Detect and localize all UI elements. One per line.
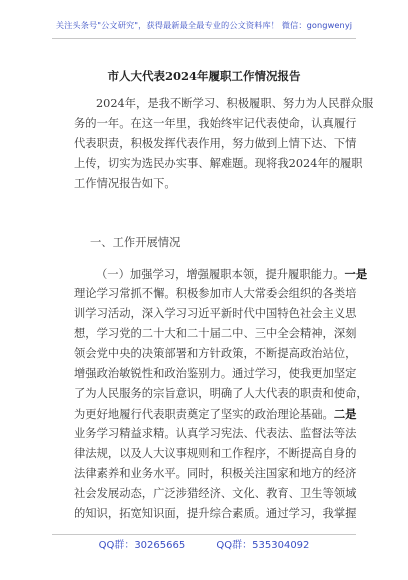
footer-qq-group-1: QQ群：30265665 [98,540,186,551]
footer-divider [52,534,356,535]
paragraph-line: 想，学习党的二十大和二十届二中、三中全会精神，深刻 [74,327,357,340]
intro-line: 上传，切实为选民办实事、解难题。现将我2024年的履职 [74,157,363,170]
paragraph-line [74,264,368,284]
intro-line: 务的一年。在这一年里，我始终牢记代表使命，认真履行 [74,117,357,130]
intro-line: 2024年，是我不断学习、积极履职、努力为人民群众服 [96,97,374,110]
paragraph-line: 的知识，拓宽知识面，提升综合素质。通过学习，我掌握 [74,507,357,520]
footer-qq-group-2: QQ群：535304092 [216,540,310,551]
paragraph-line: 理论学习常抓不懈。积极参加市人大常委会组织的各类培 [74,287,357,300]
bold-marker: 二是 [333,407,357,421]
paragraph-line: 了为人民服务的宗旨意识，明确了人大代表的职责和使命， [74,387,368,400]
intro-line: 代表职责，积极发挥代表作用，努力做到上情下达、下情 [74,137,357,150]
header-divider [52,38,356,39]
paragraph-text: 为更好地履行代表职责奠定了坚实的政治理论基础。 [74,408,334,421]
paragraph-line: 法律素养和业务水平。同时，积极关注国家和地方的经济 [74,467,357,480]
intro-paragraph [74,94,374,194]
document-title: 市人大代表2024年履职工作情况报告 [107,69,301,83]
paragraph-line [74,404,357,424]
paragraph-line: 训学习活动，深入学习习近平新时代中国特色社会主义思 [74,307,357,320]
paragraph-line: 领会党中央的决策部署和方针政策，不断提高政治站位， [74,347,357,360]
paragraph-study [74,264,368,524]
paragraph-line: 社会发展动态，广泛涉猎经济、文化、教育、卫生等领域 [74,487,357,500]
header-banner: 关注头条号"公文研究"，获得最新最全最专业的公文资料库！ 微信：gongwenyj [55,20,353,30]
subheading-text: （一）加强学习，增强履职本领，提升履职能力。 [96,268,345,281]
paragraph-line: 律法规，以及人大议事规则和工作程序，不断提高自身的 [74,447,357,460]
paragraph-line: 业务学习精益求精。认真学习宪法、代表法、监督法等法 [74,427,357,440]
footer [0,536,408,551]
bold-marker: 一是 [344,267,368,281]
section-heading: 一、工作开展情况 [90,236,181,249]
intro-line: 工作情况报告如下。 [74,177,176,190]
paragraph-line: 增强政治敏锐性和政治鉴别力。通过学习，使我更加坚定 [74,367,357,380]
